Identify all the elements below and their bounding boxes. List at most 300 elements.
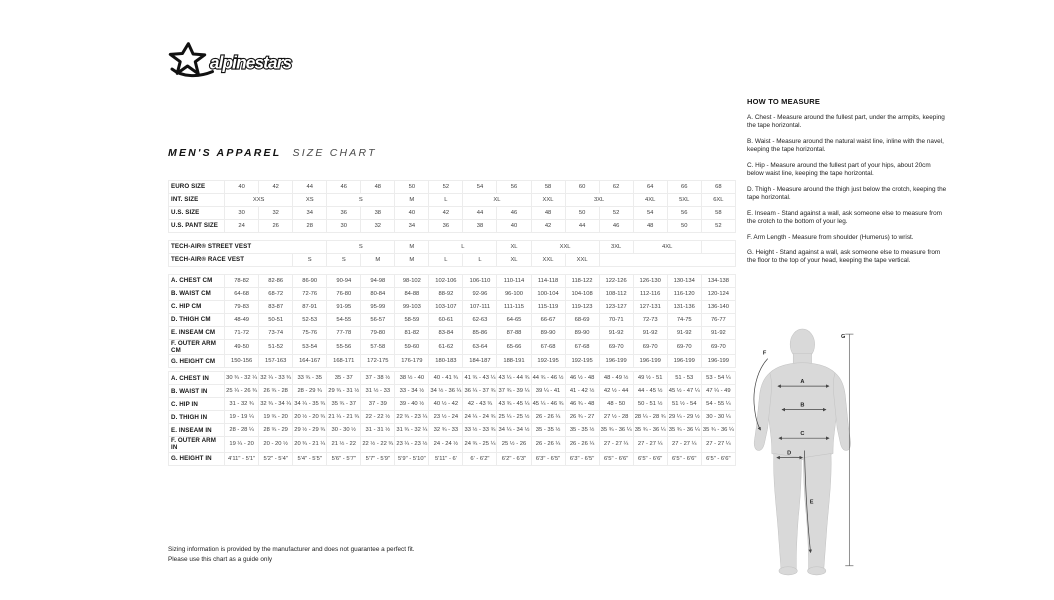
size-cell: 67-68 <box>565 340 599 355</box>
size-cell: 48 <box>361 181 395 194</box>
size-cell: 20 ½ - 20 ¾ <box>293 411 327 424</box>
page-title-main: MEN'S APPAREL <box>168 147 282 159</box>
measure-instruction: E. Inseam - Stand against a wall, ask someone else to measure from the crotch to the bottom of your leg. <box>747 209 943 226</box>
row-label: TECH-AIR® STREET VEST <box>169 241 327 254</box>
size-cell: 24 <box>225 220 259 233</box>
size-cell: 73-74 <box>259 327 293 340</box>
size-cell: 5XL <box>667 194 701 207</box>
size-cell: 150-156 <box>225 355 259 368</box>
how-to-measure-panel <box>747 97 949 273</box>
label-height: G <box>841 334 846 341</box>
size-cell: 5'2" - 5'4" <box>259 452 293 465</box>
size-cell: 71-72 <box>225 327 259 340</box>
size-cell: 39 ¼ - 41 <box>531 385 565 398</box>
size-cell: 48 <box>633 220 667 233</box>
size-cell: 6'5" - 6'6" <box>633 452 667 465</box>
size-cell: 83-87 <box>259 301 293 314</box>
size-cell: 98-102 <box>395 275 429 288</box>
size-cell: 78-82 <box>225 275 259 288</box>
size-cell: 95-99 <box>361 301 395 314</box>
size-cell: 99-103 <box>395 301 429 314</box>
size-cell: S <box>327 194 395 207</box>
size-cell: 32 ¾ - 33 <box>429 424 463 437</box>
size-cell: 62 <box>599 181 633 194</box>
size-cell: 51 - 53 <box>667 372 701 385</box>
human-silhouette <box>754 329 850 575</box>
size-cell: 58 <box>531 181 565 194</box>
row-label: B. WAIST IN <box>169 385 225 398</box>
page-title-sub: SIZE CHART <box>292 147 377 159</box>
footer-line-1: Sizing information is provided by the manufacturer and does not guarantee a perfect fit. <box>168 546 415 553</box>
size-cell: 69-70 <box>633 340 667 355</box>
size-cell: 64 <box>633 181 667 194</box>
size-cell: 26 <box>259 220 293 233</box>
size-cell: 34 <box>293 207 327 220</box>
row-label: U.S. PANT SIZE <box>169 220 225 233</box>
size-cell: 68 <box>701 181 735 194</box>
size-cell: 5'4" - 5'5" <box>293 452 327 465</box>
size-cell: 91-92 <box>633 327 667 340</box>
size-cell: 72-73 <box>633 314 667 327</box>
size-cell: 80-84 <box>361 288 395 301</box>
size-cell: 30 ¾ - 32 ¼ <box>225 372 259 385</box>
size-cell: 87-91 <box>293 301 327 314</box>
size-cell: 6'5" - 6'6" <box>599 452 633 465</box>
size-cell: 66 <box>667 181 701 194</box>
size-cell: 27 - 27 ¼ <box>633 437 667 452</box>
size-cell: 63-64 <box>463 340 497 355</box>
size-cell: 44 ¾ - 46 ½ <box>531 372 565 385</box>
size-cell: 35 ¾ - 36 ¼ <box>633 424 667 437</box>
size-cell: 79-80 <box>361 327 395 340</box>
size-cell: 168-171 <box>327 355 361 368</box>
size-cell: 46 <box>497 207 531 220</box>
measure-instruction: G. Height - Stand against a wall, ask someone else to measure from the floor to the top of your head, keeping the tape vertical. <box>747 248 941 265</box>
size-cell: 28 - 29 ¾ <box>293 385 327 398</box>
size-cell: 83-84 <box>429 327 463 340</box>
size-cell: 26 ¾ - 28 <box>259 385 293 398</box>
size-cell: 86-90 <box>293 275 327 288</box>
size-cell: 55-56 <box>327 340 361 355</box>
size-cell: 122-126 <box>599 275 633 288</box>
size-cell: 110-114 <box>497 275 531 288</box>
size-cell: 38 <box>463 220 497 233</box>
size-cell: 54 - 55 ¼ <box>701 398 735 411</box>
size-cell: 23 ¼ - 23 ½ <box>395 437 429 452</box>
footer-disclaimer <box>168 545 415 565</box>
size-cell: 42 ½ - 44 <box>599 385 633 398</box>
size-cell: 119-123 <box>565 301 599 314</box>
size-cell: 45 ½ - 47 ¼ <box>667 385 701 398</box>
size-cell: 59-60 <box>395 340 429 355</box>
row-label: A. CHEST CM <box>169 275 225 288</box>
size-cell: 172-175 <box>361 355 395 368</box>
size-cell: 40 <box>395 207 429 220</box>
size-cell: 37 ¾ - 39 ¼ <box>497 385 531 398</box>
size-cell: 6'5" - 6'6" <box>701 452 735 465</box>
size-cell: 26 - 26 ¼ <box>565 437 599 452</box>
row-label: F. OUTER ARM CM <box>169 340 225 355</box>
size-cell: 102-106 <box>429 275 463 288</box>
row-label: D. THIGH IN <box>169 411 225 424</box>
size-cell: 43 ¼ - 44 ¾ <box>497 372 531 385</box>
size-cell: 47 ¼ - 49 <box>701 385 735 398</box>
size-cell: 48 <box>531 207 565 220</box>
size-cell: 22 ½ - 22 ¾ <box>361 437 395 452</box>
size-cell: 32 ¼ - 33 ¾ <box>259 372 293 385</box>
size-cell: 58 <box>701 207 735 220</box>
size-cell: 28 <box>293 220 327 233</box>
row-label: F. OUTER ARM IN <box>169 437 225 452</box>
size-cell: XXL <box>531 194 565 207</box>
size-cell: 126-130 <box>633 275 667 288</box>
size-cell: 35 - 37 <box>327 372 361 385</box>
size-cell: L <box>429 254 463 267</box>
size-cell: 42 <box>259 181 293 194</box>
size-cell: 6' - 6'2" <box>463 452 497 465</box>
size-cell: 24 - 24 ½ <box>429 437 463 452</box>
size-cell: 38 <box>361 207 395 220</box>
size-cell: 34 ¼ - 34 ½ <box>497 424 531 437</box>
size-cell: 84-88 <box>395 288 429 301</box>
alpinestars-logo <box>166 40 308 80</box>
size-cell: 136-140 <box>701 301 735 314</box>
size-cell: 24 ¾ - 25 ¼ <box>463 437 497 452</box>
alpinestars-wordmark: alpinestars <box>209 52 292 73</box>
size-cell: 70-71 <box>599 314 633 327</box>
size-cell: 33 - 34 ½ <box>395 385 429 398</box>
size-cell: 96-100 <box>497 288 531 301</box>
size-cell: 36 ¼ - 37 ¾ <box>463 385 497 398</box>
row-label: A. CHEST IN <box>169 372 225 385</box>
size-cell: M <box>395 241 429 254</box>
size-cell: 33 ½ - 33 ¾ <box>463 424 497 437</box>
page-title <box>168 147 377 159</box>
size-cell <box>701 241 735 254</box>
measure-instruction: B. Waist - Measure around the natural waist line, inline with the navel, keeping the tape horizontal. <box>747 137 944 154</box>
size-cell: 28 ¾ - 29 <box>259 424 293 437</box>
size-cell: 19 - 19 ¼ <box>225 411 259 424</box>
size-cell: 90-94 <box>327 275 361 288</box>
size-cell: 188-191 <box>497 355 531 368</box>
size-cell: 92-96 <box>463 288 497 301</box>
size-cell: 103-107 <box>429 301 463 314</box>
size-cell: 57-58 <box>361 340 395 355</box>
size-cell: S <box>327 241 395 254</box>
size-cell: 91-92 <box>667 327 701 340</box>
label-inseam: E <box>809 499 814 506</box>
size-cell: 31 - 31 ½ <box>361 424 395 437</box>
size-cell: 44 <box>565 220 599 233</box>
size-cell: 76-77 <box>701 314 735 327</box>
size-cell: 33 ¾ - 35 <box>293 372 327 385</box>
label-hip: C <box>800 431 805 438</box>
size-cell: 31 ¾ - 32 ¼ <box>395 424 429 437</box>
size-cell: XXL <box>531 241 599 254</box>
size-cell: 21 ¼ - 21 ¾ <box>327 411 361 424</box>
size-cell: XS <box>293 194 327 207</box>
size-cell: 131-136 <box>667 301 701 314</box>
size-cell: 104-108 <box>565 288 599 301</box>
table-section-spacer <box>169 233 736 241</box>
size-cell: 3XL <box>565 194 633 207</box>
size-cell: 6'3" - 6'5" <box>565 452 599 465</box>
size-cell: 64-68 <box>225 288 259 301</box>
row-label: E. INSEAM IN <box>169 424 225 437</box>
size-cell: 118-122 <box>565 275 599 288</box>
label-thigh: D <box>787 450 792 457</box>
size-cell: 25 ¼ - 25 ½ <box>497 411 531 424</box>
size-cell: 114-118 <box>531 275 565 288</box>
size-cell: 50 <box>565 207 599 220</box>
size-cell: 40 ½ - 42 <box>429 398 463 411</box>
size-cell: 66-67 <box>531 314 565 327</box>
size-cell: 34 ½ - 36 ¼ <box>429 385 463 398</box>
size-cell: 108-112 <box>599 288 633 301</box>
size-cell: L <box>463 254 497 267</box>
size-cell: 25 ½ - 26 <box>497 437 531 452</box>
size-cell: 54-55 <box>327 314 361 327</box>
size-cell: 52-53 <box>293 314 327 327</box>
size-cell: 35 - 35 ½ <box>531 424 565 437</box>
size-cell: 196-199 <box>701 355 735 368</box>
size-cell: 26 ¾ - 27 <box>565 411 599 424</box>
size-cell: 192-195 <box>565 355 599 368</box>
size-cell: 28 ¼ - 28 ¾ <box>633 411 667 424</box>
size-cell: 72-76 <box>293 288 327 301</box>
size-cell: 41 - 42 ½ <box>565 385 599 398</box>
size-cell: 116-120 <box>667 288 701 301</box>
footer-line-2: Please use this chart as a guide only <box>168 555 273 563</box>
size-cell: 164-167 <box>293 355 327 368</box>
size-cell: 134-138 <box>701 275 735 288</box>
row-label: U.S. SIZE <box>169 207 225 220</box>
size-cell: 5'9" - 5'10" <box>395 452 429 465</box>
size-cell: 46 <box>327 181 361 194</box>
row-label: G. HEIGHT IN <box>169 452 225 465</box>
size-cell: XXL <box>565 254 599 267</box>
how-to-measure-title: HOW TO MEASURE <box>747 97 821 106</box>
size-cell: S <box>327 254 361 267</box>
size-cell: M <box>361 254 395 267</box>
size-cell: 26 - 26 ¼ <box>531 411 565 424</box>
size-cell: 4XL <box>633 194 667 207</box>
row-label: E. INSEAM CM <box>169 327 225 340</box>
size-cell: 88-92 <box>429 288 463 301</box>
size-cell: 44 - 45 ½ <box>633 385 667 398</box>
size-cell: 46 ½ - 48 <box>565 372 599 385</box>
size-cell: 30 - 30 ½ <box>327 424 361 437</box>
size-cell: 5'11" - 6' <box>429 452 463 465</box>
size-cell: 49 ½ - 51 <box>633 372 667 385</box>
size-cell: 44 <box>463 207 497 220</box>
size-cell: 31 - 32 ¾ <box>225 398 259 411</box>
size-cell: 53 - 54 ¼ <box>701 372 735 385</box>
size-cell: 27 - 27 ¼ <box>667 437 701 452</box>
size-cell: 42 <box>531 220 565 233</box>
size-cell: XXL <box>531 254 565 267</box>
size-cell: 56 <box>667 207 701 220</box>
size-cell: 35 ¾ - 36 ¼ <box>667 424 701 437</box>
size-cell: 30 <box>225 207 259 220</box>
size-cell: 48 - 50 <box>599 398 633 411</box>
size-cell: 3XL <box>599 241 633 254</box>
size-cell: 35 - 35 ½ <box>565 424 599 437</box>
size-cell: 196-199 <box>599 355 633 368</box>
size-cell: 111-115 <box>497 301 531 314</box>
size-cell: 50 <box>667 220 701 233</box>
size-cell: 130-134 <box>667 275 701 288</box>
size-cell: XXS <box>225 194 293 207</box>
size-cell: 31 ½ - 33 <box>361 385 395 398</box>
size-cell: 23 ½ - 24 <box>429 411 463 424</box>
size-cell: 34 ¼ - 35 ¾ <box>293 398 327 411</box>
size-cell: 51 ½ - 54 <box>667 398 701 411</box>
size-cell: 30 <box>327 220 361 233</box>
size-cell: 6'5" - 6'6" <box>667 452 701 465</box>
size-cell: 196-199 <box>633 355 667 368</box>
size-cell: 91-92 <box>701 327 735 340</box>
size-cell: 60 <box>565 181 599 194</box>
size-cell: 69-70 <box>701 340 735 355</box>
size-cell: 4'11" - 5'1" <box>225 452 259 465</box>
size-cell: 54 <box>633 207 667 220</box>
size-cell: 120-124 <box>701 288 735 301</box>
size-cell: 35 ¾ - 36 ¼ <box>701 424 735 437</box>
size-cell: 67-68 <box>531 340 565 355</box>
size-cell: 27 - 27 ¼ <box>701 437 735 452</box>
size-cell: 38 ½ - 40 <box>395 372 429 385</box>
measure-instruction: D. Thigh - Measure around the thigh just below the crotch, keeping the tape horizontal. <box>747 185 947 202</box>
size-cell: XL <box>497 254 531 267</box>
size-cell: 5'6" - 5'7" <box>327 452 361 465</box>
size-cell: 42 <box>429 207 463 220</box>
size-cell: 40 <box>497 220 531 233</box>
size-cell: 82-86 <box>259 275 293 288</box>
size-cell: 62-63 <box>463 314 497 327</box>
how-to-measure-paragraphs <box>747 114 949 266</box>
size-cell: 20 ¾ - 21 ¼ <box>293 437 327 452</box>
row-label: D. THIGH CM <box>169 314 225 327</box>
size-cell: XL <box>463 194 531 207</box>
row-label: TECH-AIR® RACE VEST <box>169 254 293 267</box>
size-cell: 44 <box>293 181 327 194</box>
size-cell: 21 ½ - 22 <box>327 437 361 452</box>
size-cell: 45 ¼ - 46 ¾ <box>531 398 565 411</box>
size-cell: 46 ¾ - 48 <box>565 398 599 411</box>
size-cell: 48 - 49 ½ <box>599 372 633 385</box>
size-cell: 56 <box>497 181 531 194</box>
size-cell: 58-59 <box>395 314 429 327</box>
size-cell: 115-119 <box>531 301 565 314</box>
size-cell: 68-69 <box>565 314 599 327</box>
size-cell: L <box>429 194 463 207</box>
size-cell: 40 - 41 ¾ <box>429 372 463 385</box>
size-cell: 22 ¾ - 23 ¼ <box>395 411 429 424</box>
size-cell: 35 ¾ - 37 <box>327 398 361 411</box>
size-cell: 74-75 <box>667 314 701 327</box>
size-cell: 75-76 <box>293 327 327 340</box>
size-cell: 89-90 <box>565 327 599 340</box>
size-cell: 53-54 <box>293 340 327 355</box>
size-cell: M <box>395 254 429 267</box>
size-cell: 37 - 39 <box>361 398 395 411</box>
size-cell: 20 - 20 ½ <box>259 437 293 452</box>
size-cell: 35 ¾ - 36 ¼ <box>599 424 633 437</box>
row-label: B. WAIST CM <box>169 288 225 301</box>
size-cell: 39 - 40 ½ <box>395 398 429 411</box>
size-cell: 30 - 30 ¼ <box>701 411 735 424</box>
body-measurement-figure <box>744 328 920 578</box>
size-cell: 61-62 <box>429 340 463 355</box>
size-cell: 50-51 <box>259 314 293 327</box>
label-chest: A <box>800 379 805 386</box>
size-cell: 50 <box>395 181 429 194</box>
size-cell: 26 - 26 ¼ <box>531 437 565 452</box>
size-cell: 157-163 <box>259 355 293 368</box>
size-cell: 192-195 <box>531 355 565 368</box>
size-cell: 184-187 <box>463 355 497 368</box>
size-cell: 94-98 <box>361 275 395 288</box>
size-cell: 36 <box>429 220 463 233</box>
size-cell: 4XL <box>633 241 701 254</box>
size-cell <box>599 254 735 267</box>
size-cell: 77-78 <box>327 327 361 340</box>
size-cell: 56-57 <box>361 314 395 327</box>
size-cell: 100-104 <box>531 288 565 301</box>
size-cell: 6'3" - 6'5" <box>531 452 565 465</box>
size-cell: 106-110 <box>463 275 497 288</box>
size-cell: 123-127 <box>599 301 633 314</box>
size-cell: 48-49 <box>225 314 259 327</box>
size-cell: 19 ¾ - 20 <box>259 411 293 424</box>
size-cell: 87-88 <box>497 327 531 340</box>
label-arm: F <box>762 350 767 357</box>
size-cell: 32 <box>259 207 293 220</box>
size-cell: 52 <box>429 181 463 194</box>
table-section-spacer <box>169 267 736 275</box>
row-label: EURO SIZE <box>169 181 225 194</box>
size-cell: 24 ¼ - 24 ¾ <box>463 411 497 424</box>
label-waist: B <box>800 402 805 409</box>
size-cell: 42 - 43 ¾ <box>463 398 497 411</box>
measure-instruction: C. Hip - Measure around the fullest part of your hips, about 20cm below waist line, keeping the tape horizontal. <box>747 161 931 178</box>
size-cell: 76-80 <box>327 288 361 301</box>
size-cell: 112-116 <box>633 288 667 301</box>
size-cell: 41 ¾ - 43 ¼ <box>463 372 497 385</box>
size-cell: 107-111 <box>463 301 497 314</box>
size-cell: 40 <box>225 181 259 194</box>
size-cell: 65-66 <box>497 340 531 355</box>
size-cell: 50 - 51 ½ <box>633 398 667 411</box>
row-label: C. HIP IN <box>169 398 225 411</box>
size-cell: 28 - 28 ¼ <box>225 424 259 437</box>
measure-instruction: A. Chest - Measure around the fullest part, under the armpits, keeping the tape horizontal. <box>747 114 945 130</box>
size-cell: 49-50 <box>225 340 259 355</box>
size-cell: 46 <box>599 220 633 233</box>
row-label: C. HIP CM <box>169 301 225 314</box>
size-cell: XL <box>497 241 531 254</box>
size-cell: 91-92 <box>599 327 633 340</box>
size-cell: 127-131 <box>633 301 667 314</box>
size-cell: 29 ½ - 29 ¾ <box>293 424 327 437</box>
size-cell: 54 <box>463 181 497 194</box>
size-cell: 89-90 <box>531 327 565 340</box>
size-cell: 176-179 <box>395 355 429 368</box>
size-table-body <box>169 181 736 466</box>
measure-instruction: F. Arm Length - Measure from shoulder (Humerus) to wrist. <box>747 233 914 241</box>
size-cell: 91-95 <box>327 301 361 314</box>
